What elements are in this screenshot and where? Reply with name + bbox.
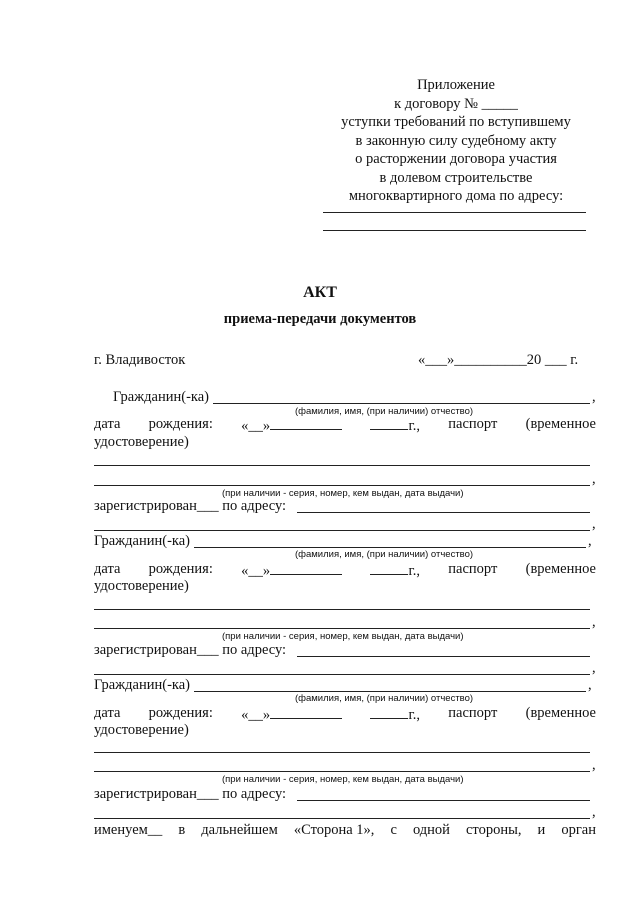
city: г. Владивосток xyxy=(94,352,186,368)
registered-label: зарегистрирован___ по адресу: xyxy=(94,498,287,514)
birth-date-field[interactable] xyxy=(241,561,342,580)
birth-year-suffix: г., xyxy=(408,563,420,579)
passport-hint: (при наличии - серия, номер, кем выдан, дата выдачи) xyxy=(222,488,464,499)
passport-field[interactable] xyxy=(94,485,590,486)
address-field[interactable] xyxy=(94,818,590,819)
passport-field[interactable] xyxy=(94,771,590,772)
passport-hint: (при наличии - серия, номер, кем выдан, дата выдачи) xyxy=(222,774,464,785)
fio-field[interactable] xyxy=(213,403,590,404)
birth-label: дата xyxy=(94,561,121,577)
birth-quote: «__» xyxy=(241,418,271,434)
final-word: орган xyxy=(561,822,596,838)
temp-certificate-label: (временное xyxy=(525,416,596,432)
passport-label: паспорт xyxy=(448,705,498,721)
passport-label: паспорт xyxy=(448,416,498,432)
address-field[interactable] xyxy=(297,512,590,513)
address-blank-line xyxy=(323,230,586,231)
final-word: одной xyxy=(412,822,450,838)
fio-hint: (фамилия, имя, (при наличии) отчество) xyxy=(295,693,474,704)
citizen-label: Гражданин(-ка) xyxy=(113,389,210,405)
appendix-line: в долевом строительстве xyxy=(379,169,533,186)
certificate-label: удостоверение) xyxy=(94,722,189,738)
birth-label: дата xyxy=(94,705,121,721)
appendix-block xyxy=(322,76,590,206)
comma: , xyxy=(592,471,596,487)
birth-year-suffix: г., xyxy=(408,707,420,723)
final-word: именуем__ xyxy=(94,822,163,838)
fio-field[interactable] xyxy=(194,547,586,548)
comma: , xyxy=(588,533,592,549)
comma: , xyxy=(592,516,596,532)
final-word: в xyxy=(178,822,186,838)
temp-certificate-label: (временное xyxy=(525,705,596,721)
party-naming-line xyxy=(94,822,596,839)
fio-hint: (фамилия, имя, (при наличии) отчество) xyxy=(295,406,474,417)
birth-label2: рождения: xyxy=(148,561,213,577)
birth-label2: рождения: xyxy=(148,416,213,432)
citizen-label: Гражданин(-ка) xyxy=(94,533,191,549)
address-field[interactable] xyxy=(297,800,590,801)
act-title: АКТ xyxy=(303,284,337,301)
fio-field[interactable] xyxy=(194,691,586,692)
appendix-line: в законную силу судебному акту xyxy=(355,132,557,149)
appendix-line: к договору № _____ xyxy=(394,95,518,112)
certificate-label: удостоверение) xyxy=(94,434,189,450)
birth-year-field[interactable] xyxy=(370,416,420,435)
appendix-line: Приложение xyxy=(417,77,495,93)
comma: , xyxy=(592,614,596,630)
birth-year-field[interactable] xyxy=(370,705,420,724)
temp-certificate-label: (временное xyxy=(525,561,596,577)
act-date: «___»__________20 ___ г. xyxy=(418,352,579,368)
appendix-line: многоквартирного дома по адресу: xyxy=(348,188,564,204)
registered-label: зарегистрирован___ по адресу: xyxy=(94,642,287,658)
comma: , xyxy=(592,757,596,773)
address-field[interactable] xyxy=(297,656,590,657)
final-word: дальнейшем xyxy=(201,822,278,838)
comma: , xyxy=(588,677,592,693)
birth-date-field[interactable] xyxy=(241,416,342,435)
birth-date-field[interactable] xyxy=(241,705,342,724)
address-blank-line xyxy=(323,212,586,213)
comma: , xyxy=(592,804,596,820)
comma: , xyxy=(592,389,596,405)
final-word: стороны, xyxy=(465,822,522,838)
comma: , xyxy=(592,660,596,676)
act-subtitle: приема-передачи документов xyxy=(223,311,417,327)
fio-hint: (фамилия, имя, (при наличии) отчество) xyxy=(295,549,474,560)
final-word: и xyxy=(537,822,546,838)
address-field[interactable] xyxy=(94,674,590,675)
passport-field[interactable] xyxy=(94,628,590,629)
birth-row xyxy=(94,416,596,435)
passport-label: паспорт xyxy=(448,561,498,577)
final-word: с xyxy=(390,822,397,838)
birth-label2: рождения: xyxy=(148,705,213,721)
registered-label: зарегистрирован___ по адресу: xyxy=(94,786,287,802)
passport-field[interactable] xyxy=(94,752,590,753)
passport-field[interactable] xyxy=(94,465,590,466)
passport-hint: (при наличии - серия, номер, кем выдан, дата выдачи) xyxy=(222,631,464,642)
birth-label: дата xyxy=(94,416,121,432)
appendix-line: о расторжении договора участия xyxy=(355,151,557,167)
birth-quote: «__» xyxy=(241,563,271,579)
address-field[interactable] xyxy=(94,530,590,531)
birth-year-suffix: г., xyxy=(408,418,420,434)
certificate-label: удостоверение) xyxy=(94,578,189,594)
appendix-line: уступки требований по вступившему xyxy=(341,114,571,130)
birth-year-field[interactable] xyxy=(370,561,420,580)
passport-field[interactable] xyxy=(94,609,590,610)
citizen-label: Гражданин(-ка) xyxy=(94,677,191,693)
final-word: «Сторона 1», xyxy=(293,822,375,838)
birth-quote: «__» xyxy=(241,707,271,723)
